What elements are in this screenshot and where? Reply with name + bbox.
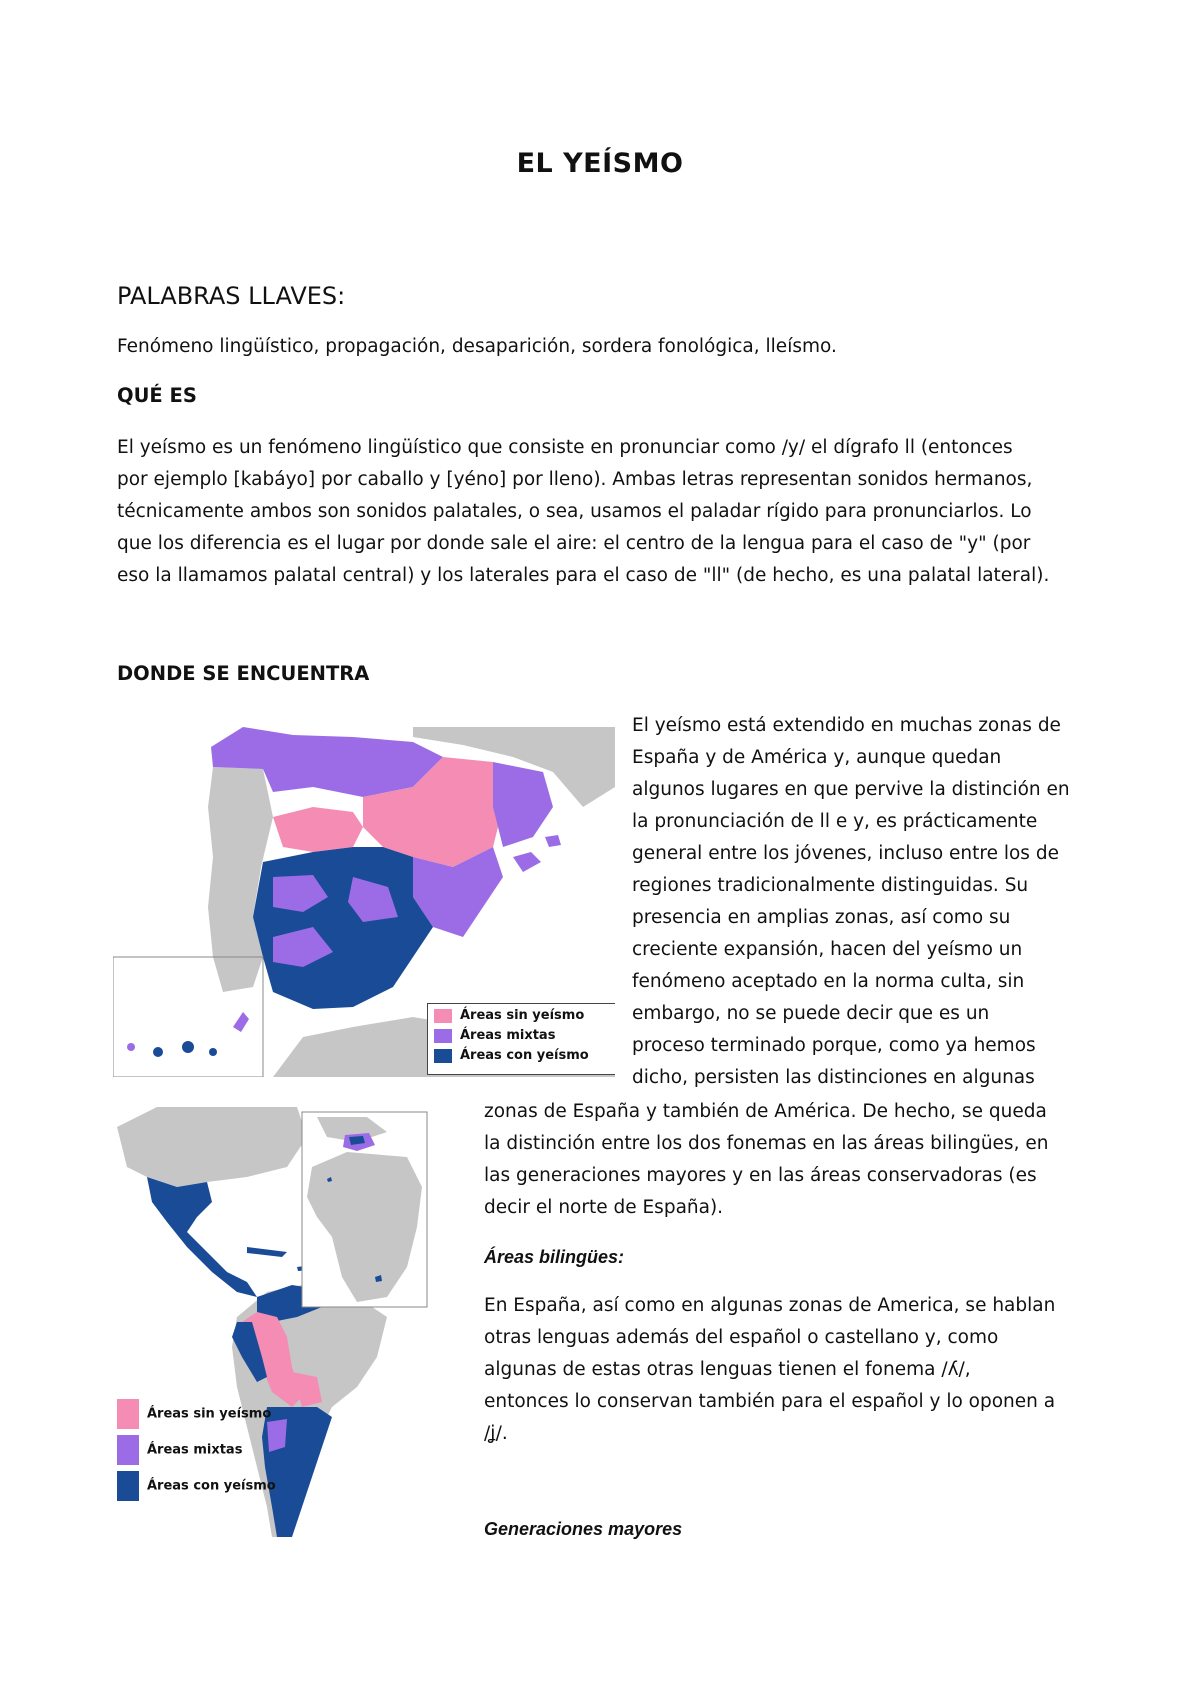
paragraph-line: regiones tradicionalmente distinguidas. Su	[632, 875, 1029, 896]
areas-bilingues-paragraph	[484, 1290, 1124, 1450]
spain-map-legend	[427, 1003, 615, 1075]
paragraph-line: algunas de estas otras lenguas tienen el fonema /ʎ/,	[484, 1359, 971, 1380]
paragraph-line: por ejemplo [kabáyo] por caballo y [yéno] por lleno). Ambas letras representan sonidos hermanos,	[117, 469, 1033, 490]
paragraph-line: zonas de España y también de América. De hecho, se queda	[484, 1101, 1047, 1122]
paragraph-line: las generaciones mayores y en las áreas conservadoras (es	[484, 1165, 1037, 1186]
paragraph-line: eso la llamamos palatal central) y los laterales para el caso de "ll" (de hecho, es una palatal lateral).	[117, 565, 1050, 586]
legend-swatch-con	[117, 1471, 139, 1501]
paragraph-line: presencia en amplias zonas, así como su	[632, 907, 1011, 928]
donde-paragraph-cont	[484, 1096, 1124, 1224]
legend-swatch-con	[434, 1049, 452, 1063]
paragraph-line: creciente expansión, hacen del yeísmo un	[632, 939, 1023, 960]
paragraph-line: proceso terminado porque, como ya hemos	[632, 1035, 1036, 1056]
america-map-legend	[117, 1399, 317, 1545]
page-title: EL YEÍSMO	[516, 148, 684, 179]
legend-item: Áreas mixtas	[434, 1026, 614, 1046]
paragraph-line: la pronunciación de ll e y, es prácticamente	[632, 811, 1038, 832]
legend-item: Áreas con yeísmo	[434, 1046, 614, 1066]
legend-item: Áreas sin yeísmo	[117, 1399, 271, 1429]
areas-bilingues-heading: Áreas bilingües:	[484, 1247, 625, 1267]
legend-swatch-mixtas	[117, 1435, 139, 1465]
legend-item: Áreas mixtas	[117, 1435, 242, 1465]
paragraph-line: la distinción entre los dos fonemas en las áreas bilingües, en	[484, 1133, 1049, 1154]
paragraph-line: otras lenguas además del español o castellano y, como	[484, 1327, 999, 1348]
paragraph-line: El yeísmo es un fenómeno lingüístico que consiste en pronunciar como /y/ el dígrafo ll (entonces	[117, 437, 1013, 458]
donde-paragraph-right	[632, 710, 1112, 1094]
paragraph-line: entonces lo conservan también para el español y lo oponen a	[484, 1391, 1056, 1412]
paragraph-line: En España, así como en algunas zonas de America, se hablan	[484, 1295, 1056, 1316]
america-map	[117, 1107, 452, 1545]
keywords-text: Fenómeno lingüístico, propagación, desaparición, sordera fonológica, lleísmo.	[117, 336, 837, 357]
paragraph-line: embargo, no se puede decir que es un	[632, 1003, 990, 1024]
paragraph-line: España y de América y, aunque quedan	[632, 747, 1002, 768]
paragraph-line: decir el norte de España).	[484, 1197, 724, 1218]
paragraph-line: algunos lugares en que pervive la distinción en	[632, 779, 1070, 800]
que-es-heading: QUÉ ES	[117, 384, 197, 407]
paragraph-line: El yeísmo está extendido en muchas zonas de	[632, 715, 1061, 736]
paragraph-line: general entre los jóvenes, incluso entre los de	[632, 843, 1059, 864]
legend-item: Áreas con yeísmo	[117, 1471, 276, 1501]
paragraph-line: fenómeno aceptado en la norma culta, sin	[632, 971, 1025, 992]
paragraph-line: /ʝ/.	[484, 1423, 508, 1444]
keywords-heading: PALABRAS LLAVES:	[117, 282, 346, 310]
generaciones-heading: Generaciones mayores	[484, 1519, 683, 1539]
paragraph-line: que los diferencia es el lugar por donde sale el aire: el centro de la lengua para el caso de "y" (por	[117, 533, 1031, 554]
legend-swatch-mixtas	[434, 1029, 452, 1043]
paragraph-line: técnicamente ambos son sonidos palatales, o sea, usamos el paladar rígido para pronunciarlos. Lo	[117, 501, 1032, 522]
que-es-paragraph	[117, 432, 1117, 592]
donde-heading: DONDE SE ENCUENTRA	[117, 662, 370, 685]
legend-item: Áreas sin yeísmo	[434, 1006, 614, 1026]
legend-swatch-sin	[434, 1009, 452, 1023]
spain-map	[113, 727, 615, 1077]
paragraph-line: dicho, persisten las distinciones en algunas	[632, 1067, 1035, 1088]
legend-swatch-sin	[117, 1399, 139, 1429]
